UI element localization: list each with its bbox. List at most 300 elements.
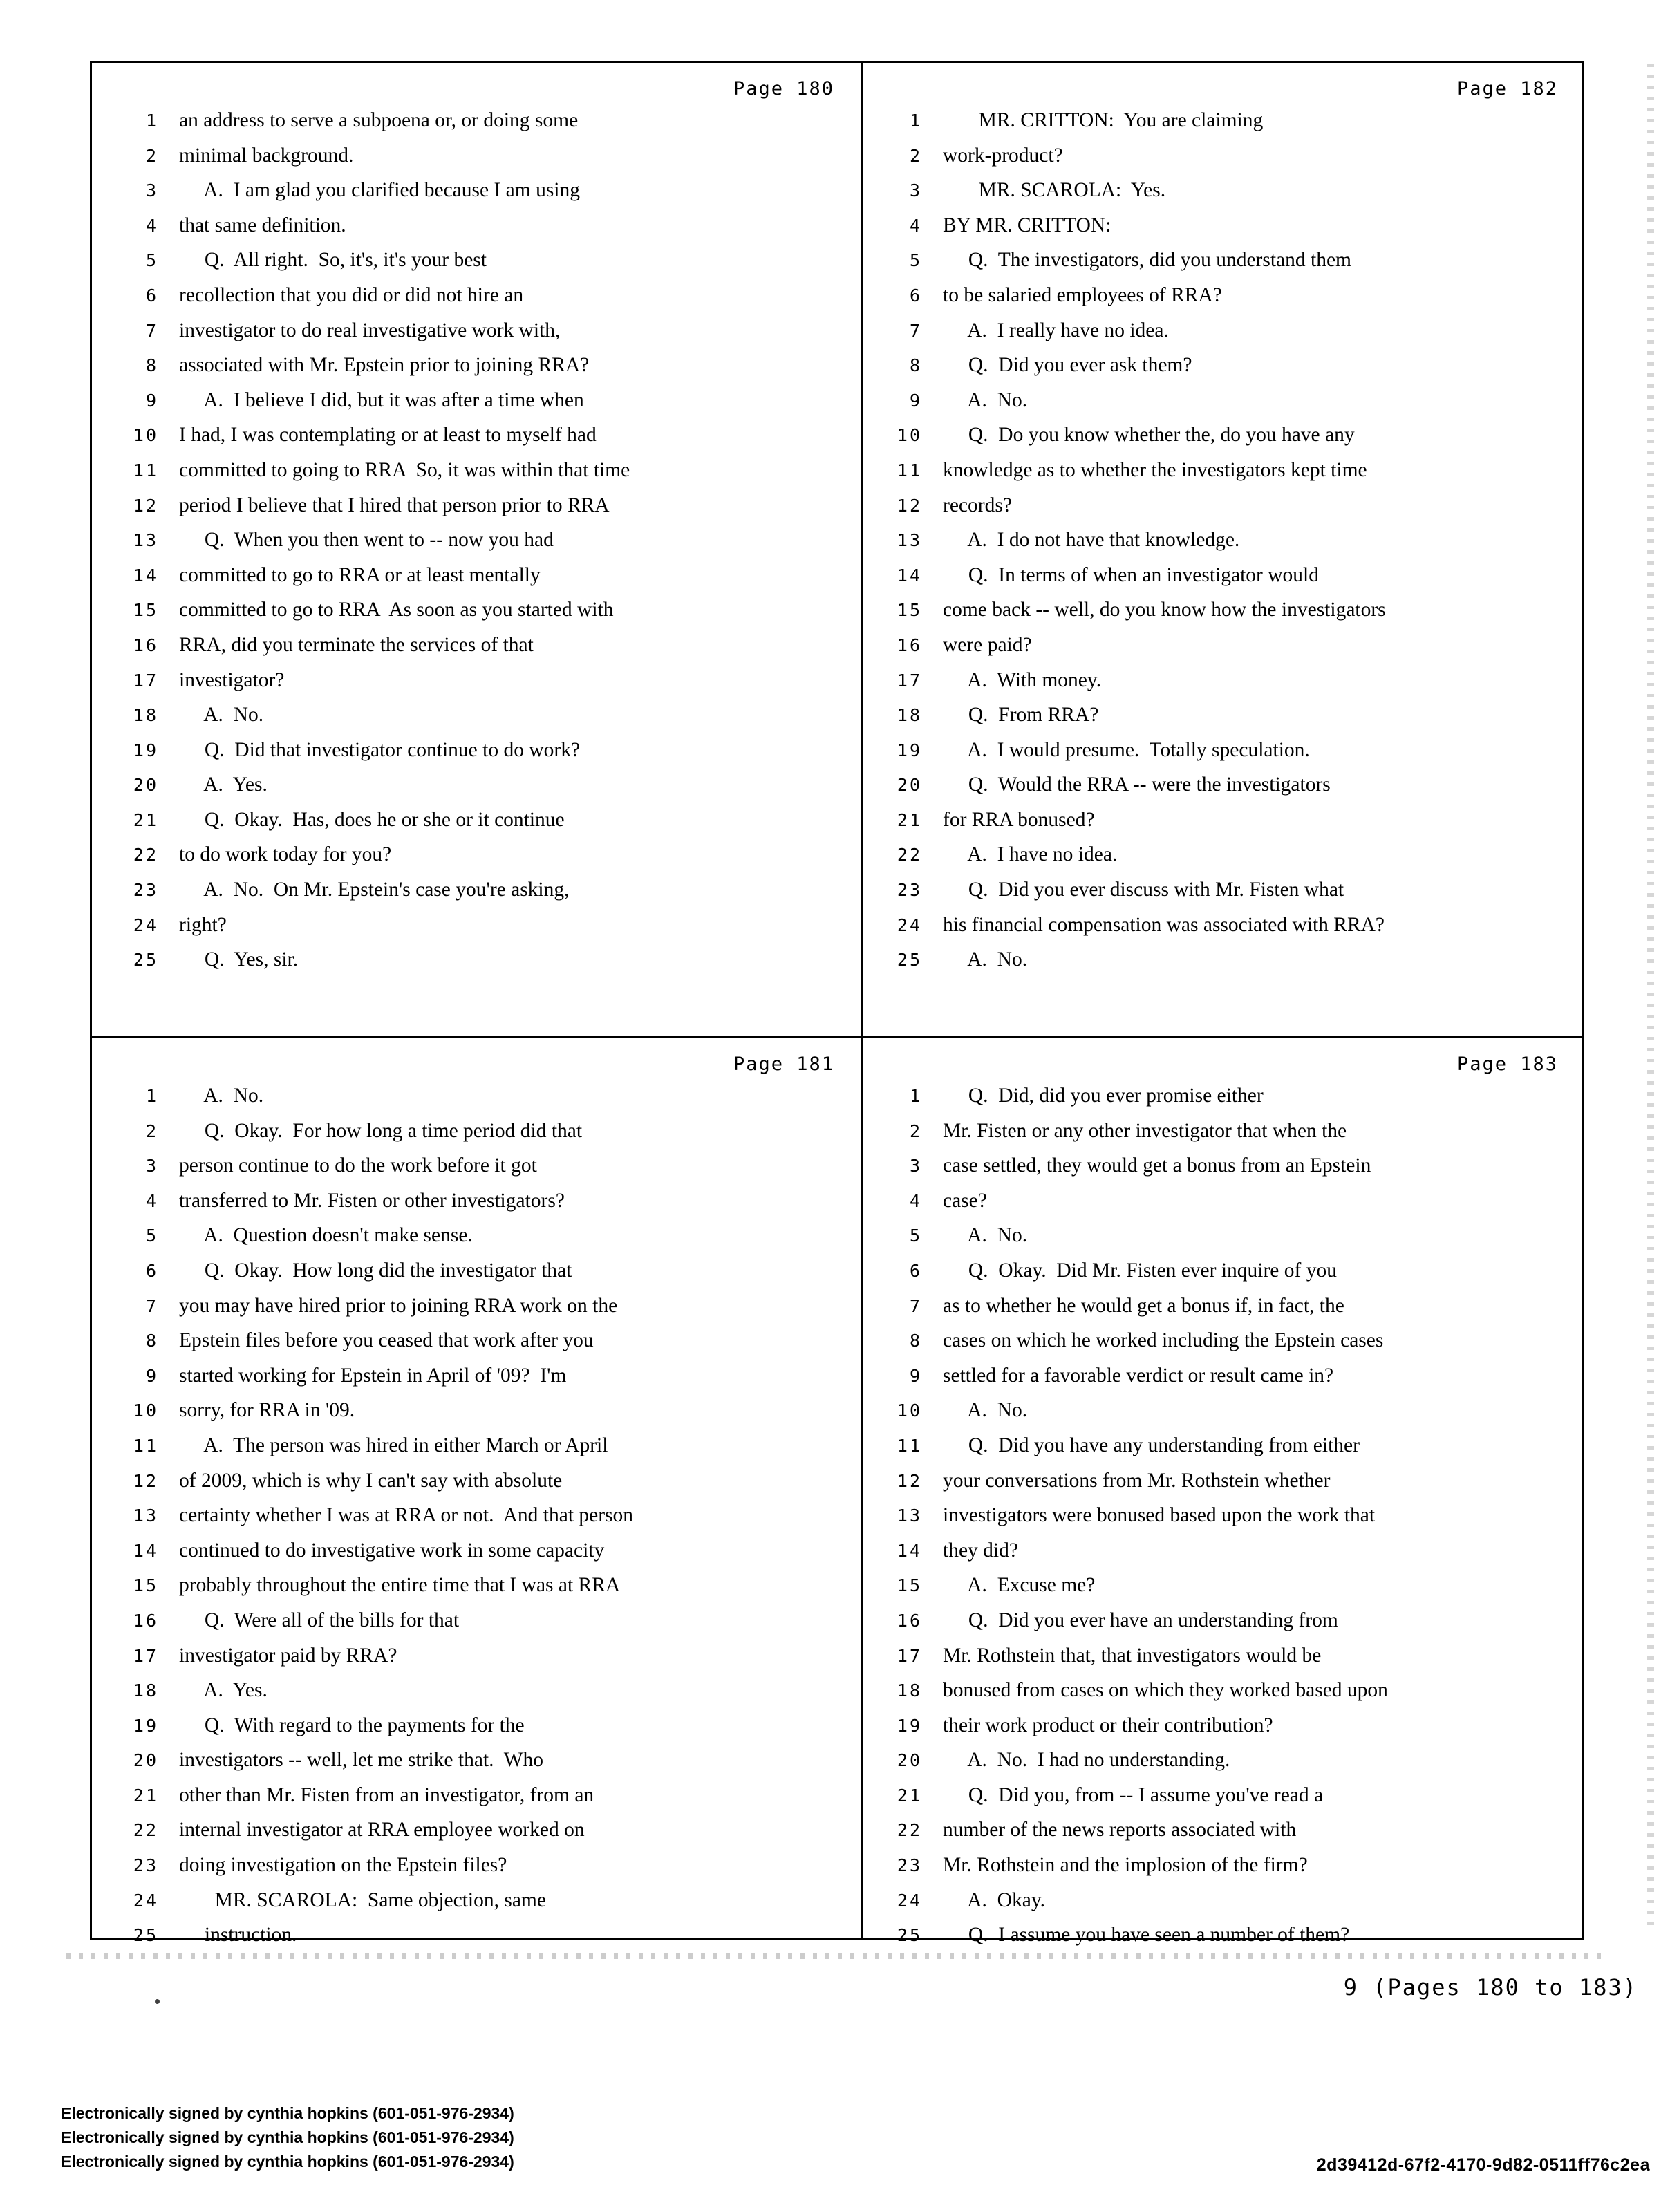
line-number: 23 xyxy=(897,1855,922,1876)
line-number: 22 xyxy=(133,1820,158,1841)
line-number: 16 xyxy=(133,1610,158,1631)
line-number: 25 xyxy=(133,950,158,971)
transcript-line xyxy=(92,389,861,424)
line-number: 24 xyxy=(897,1890,922,1911)
line-text: instruction. xyxy=(179,1924,297,1947)
transcript-line xyxy=(92,1329,861,1365)
line-text: records? xyxy=(943,494,1012,516)
line-number: 7 xyxy=(909,320,922,341)
transcript-line xyxy=(92,1259,861,1295)
line-text: as to whether he would get a bonus if, in fact, the xyxy=(943,1294,1344,1317)
line-number: 8 xyxy=(909,1331,922,1351)
line-text: investigator to do real investigative work with, xyxy=(179,319,561,341)
line-number: 5 xyxy=(909,250,922,271)
line-number: 19 xyxy=(133,1715,158,1736)
line-number: 16 xyxy=(133,635,158,655)
line-number: 17 xyxy=(897,1645,922,1666)
line-text: come back -- well, do you know how the investigators xyxy=(943,599,1386,621)
transcript-panel-page-180 xyxy=(92,63,861,1036)
transcript-line xyxy=(863,1574,1584,1609)
line-text: Q. Did you ever ask them? xyxy=(943,354,1192,377)
line-number: 8 xyxy=(909,355,922,376)
line-text: A. I would presume. Totally speculation. xyxy=(943,738,1310,761)
line-text: I had, I was contemplating or at least to myself had xyxy=(179,424,597,447)
line-text: number of the news reports associated with xyxy=(943,1819,1297,1841)
transcript-line xyxy=(92,109,861,144)
electronic-signature-block xyxy=(61,2101,514,2174)
line-text: their work product or their contribution? xyxy=(943,1714,1273,1736)
transcript-line xyxy=(863,564,1584,599)
line-text: Q. In terms of when an investigator would xyxy=(943,563,1320,586)
line-text: they did? xyxy=(943,1539,1018,1562)
line-text: committed to go to RRA or at least mentally xyxy=(179,563,541,586)
line-text: A. No. On Mr. Epstein's case you're asking, xyxy=(179,879,570,901)
line-number: 19 xyxy=(897,1715,922,1736)
transcript-line xyxy=(92,634,861,669)
line-number: 13 xyxy=(897,530,922,551)
line-number: 20 xyxy=(133,1750,158,1771)
line-number: 22 xyxy=(897,845,922,865)
line-number: 15 xyxy=(897,600,922,621)
line-text: Q. Did you have any understanding from either xyxy=(943,1434,1360,1456)
line-number: 6 xyxy=(145,1260,158,1281)
line-text: started working for Epstein in April of '09? I'm xyxy=(179,1364,567,1387)
transcript-line xyxy=(863,1679,1584,1714)
line-number: 6 xyxy=(909,285,922,306)
line-text: BY MR. CRITTON: xyxy=(943,214,1111,236)
transcript-line xyxy=(863,389,1584,424)
transcript-line xyxy=(863,669,1584,704)
transcript-line xyxy=(863,879,1584,914)
line-number: 14 xyxy=(897,565,922,585)
transcript-line xyxy=(863,704,1584,739)
line-number: 19 xyxy=(897,740,922,760)
transcript-line xyxy=(92,599,861,634)
line-number: 10 xyxy=(897,1400,922,1421)
transcript-line xyxy=(92,424,861,459)
transcript-line xyxy=(92,529,861,564)
transcript-line xyxy=(92,459,861,494)
line-text: MR. SCAROLA: Yes. xyxy=(943,179,1166,202)
line-number: 12 xyxy=(897,495,922,516)
line-text: A. I have no idea. xyxy=(943,843,1118,866)
line-text: A. No. xyxy=(943,388,1028,411)
line-number: 19 xyxy=(133,740,158,760)
transcript-line xyxy=(92,1574,861,1609)
transcript-line xyxy=(92,1434,861,1470)
transcript-line xyxy=(863,843,1584,879)
transcript-line xyxy=(92,914,861,949)
transcript-line xyxy=(863,179,1584,214)
line-number: 25 xyxy=(897,950,922,971)
transcript-line xyxy=(92,1784,861,1819)
line-text: A. No. xyxy=(179,1085,264,1107)
line-text: minimal background. xyxy=(179,144,354,167)
line-number: 18 xyxy=(897,705,922,726)
line-number: 17 xyxy=(897,670,922,691)
line-number: 14 xyxy=(897,1540,922,1561)
line-number: 5 xyxy=(145,250,158,271)
line-number: 20 xyxy=(897,1750,922,1771)
line-text: A. Okay. xyxy=(943,1888,1046,1911)
line-text: that same definition. xyxy=(179,214,346,236)
page-range-footer: 9 (Pages 180 to 183) xyxy=(1343,1974,1638,2000)
page-label-180: Page 180 xyxy=(733,78,834,100)
line-number: 1 xyxy=(145,111,158,131)
line-text: Q. With regard to the payments for the xyxy=(179,1714,525,1736)
line-number: 14 xyxy=(133,1540,158,1561)
line-list-180 xyxy=(92,109,861,984)
line-text: committed to go to RRA As soon as you started with xyxy=(179,599,614,621)
line-number: 11 xyxy=(897,1435,922,1456)
transcript-line xyxy=(863,1504,1584,1539)
transcript-line xyxy=(863,1295,1584,1330)
line-text: committed to going to RRA So, it was within that time xyxy=(179,458,630,481)
line-number: 15 xyxy=(133,1575,158,1596)
line-text: work-product? xyxy=(943,144,1063,167)
line-number: 9 xyxy=(909,1365,922,1386)
line-text: A. No. xyxy=(943,948,1028,971)
line-number: 17 xyxy=(133,670,158,691)
line-text: Q. The investigators, did you understand them xyxy=(943,249,1352,272)
line-text: Q. Would the RRA -- were the investigators xyxy=(943,774,1331,796)
line-text: A. No. xyxy=(179,704,264,727)
transcript-frame xyxy=(90,61,1584,1947)
transcript-line xyxy=(92,1085,861,1120)
scan-speck xyxy=(155,1999,160,2004)
transcript-line xyxy=(92,564,861,599)
signature-line: Electronically signed by cynthia hopkins (601-051-976-2934) xyxy=(61,2128,514,2146)
line-text: A. No. xyxy=(943,1399,1028,1422)
transcript-line xyxy=(92,1644,861,1680)
transcript-line xyxy=(92,948,861,984)
line-number: 24 xyxy=(897,915,922,935)
line-text: right? xyxy=(179,913,227,936)
line-text: Q. Were all of the bills for that xyxy=(179,1609,460,1631)
transcript-line xyxy=(92,1609,861,1644)
line-text: Q. Okay. Has, does he or she or it continue xyxy=(179,808,565,831)
line-text: A. With money. xyxy=(943,668,1102,691)
line-number: 7 xyxy=(909,1295,922,1316)
line-number: 22 xyxy=(897,1820,922,1841)
line-text: you may have hired prior to joining RRA work on the xyxy=(179,1294,618,1317)
transcript-line xyxy=(92,1539,861,1575)
line-number: 21 xyxy=(133,1785,158,1806)
transcript-line xyxy=(863,634,1584,669)
transcript-line xyxy=(92,1819,861,1854)
line-text: Mr. Rothstein that, that investigators would be xyxy=(943,1644,1322,1667)
line-text: your conversations from Mr. Rothstein whether xyxy=(943,1469,1331,1492)
line-number: 22 xyxy=(133,845,158,865)
line-text: investigators -- well, let me strike that. Who xyxy=(179,1749,544,1772)
line-number: 4 xyxy=(909,215,922,236)
transcript-line xyxy=(92,1295,861,1330)
transcript-line xyxy=(863,599,1584,634)
line-number: 18 xyxy=(133,1680,158,1701)
line-text: Q. I assume you have seen a number of them? xyxy=(943,1924,1350,1947)
transcript-line xyxy=(863,144,1584,180)
line-text: A. Yes. xyxy=(179,774,268,796)
line-number: 8 xyxy=(145,355,158,376)
line-number: 12 xyxy=(133,1470,158,1491)
line-text: A. I am glad you clarified because I am using xyxy=(179,179,580,202)
line-number: 11 xyxy=(897,460,922,480)
line-number: 20 xyxy=(133,775,158,796)
line-number: 17 xyxy=(133,1645,158,1666)
line-number: 13 xyxy=(133,530,158,551)
transcript-line xyxy=(92,739,861,774)
line-text: case? xyxy=(943,1189,987,1212)
line-text: Q. Do you know whether the, do you have any xyxy=(943,424,1355,447)
transcript-line xyxy=(863,494,1584,529)
line-text: to do work today for you? xyxy=(179,843,392,866)
line-text: investigator? xyxy=(179,668,285,691)
line-number: 14 xyxy=(133,565,158,585)
line-text: A. Yes. xyxy=(179,1679,268,1702)
line-text: transferred to Mr. Fisten or other investigators? xyxy=(179,1189,565,1212)
line-number: 6 xyxy=(909,1260,922,1281)
line-number: 2 xyxy=(145,1121,158,1141)
transcript-line xyxy=(863,1224,1584,1259)
line-text: RRA, did you terminate the services of that xyxy=(179,633,534,656)
line-text: Q. Okay. For how long a time period did that xyxy=(179,1119,583,1142)
transcript-line xyxy=(863,1854,1584,1889)
transcript-line xyxy=(92,1399,861,1434)
transcript-line xyxy=(863,1539,1584,1575)
transcript-line xyxy=(92,1889,861,1924)
transcript-line xyxy=(863,284,1584,319)
transcript-line xyxy=(863,1784,1584,1819)
transcript-line xyxy=(92,1749,861,1784)
line-number: 20 xyxy=(897,775,922,796)
line-number: 23 xyxy=(133,880,158,901)
transcript-panel-page-181 xyxy=(92,1038,861,1947)
transcript-line xyxy=(92,1679,861,1714)
line-number: 18 xyxy=(133,705,158,726)
line-text: settled for a favorable verdict or result came in? xyxy=(943,1364,1334,1387)
line-text: Epstein files before you ceased that work after you xyxy=(179,1329,594,1352)
line-number: 4 xyxy=(145,1190,158,1211)
line-number: 10 xyxy=(133,425,158,446)
line-number: 24 xyxy=(133,1890,158,1911)
transcript-panel-page-182 xyxy=(863,63,1584,1036)
line-number: 13 xyxy=(897,1506,922,1526)
line-number: 8 xyxy=(145,1331,158,1351)
transcript-line xyxy=(92,144,861,180)
transcript-line xyxy=(92,1854,861,1889)
transcript-line xyxy=(92,214,861,250)
line-number: 3 xyxy=(145,180,158,201)
line-text: other than Mr. Fisten from an investigator, from an xyxy=(179,1783,594,1806)
line-text: Q. Did that investigator continue to do work? xyxy=(179,738,581,761)
line-number: 16 xyxy=(897,1610,922,1631)
transcript-line xyxy=(92,1470,861,1505)
transcript-line xyxy=(92,669,861,704)
line-number: 13 xyxy=(133,1506,158,1526)
line-text: Q. Did, did you ever promise either xyxy=(943,1085,1264,1107)
transcript-line xyxy=(863,214,1584,250)
line-number: 15 xyxy=(133,600,158,621)
line-text: knowledge as to whether the investigators kept time xyxy=(943,458,1367,481)
line-text: recollection that you did or did not hire an xyxy=(179,283,524,306)
line-text: associated with Mr. Epstein prior to joining RRA? xyxy=(179,354,590,377)
line-text: A. The person was hired in either March or April xyxy=(179,1434,608,1456)
line-number: 21 xyxy=(133,809,158,830)
line-text: A. I really have no idea. xyxy=(943,319,1169,341)
line-text: certainty whether I was at RRA or not. And that person xyxy=(179,1504,634,1527)
transcript-line xyxy=(863,249,1584,284)
line-text: A. Excuse me? xyxy=(943,1574,1096,1597)
transcript-line xyxy=(92,284,861,319)
line-text: A. No. I had no understanding. xyxy=(943,1749,1230,1772)
line-text: case settled, they would get a bonus from an Epstein xyxy=(943,1154,1371,1177)
line-number: 12 xyxy=(133,495,158,516)
line-text: cases on which he worked including the Epstein cases xyxy=(943,1329,1384,1352)
transcript-line xyxy=(863,1470,1584,1505)
line-text: period I believe that I hired that person prior to RRA xyxy=(179,494,610,516)
line-number: 9 xyxy=(145,1365,158,1386)
transcript-line xyxy=(92,843,861,879)
line-text: for RRA bonused? xyxy=(943,808,1095,831)
line-number: 9 xyxy=(909,390,922,411)
transcript-line xyxy=(92,319,861,355)
line-text: A. No. xyxy=(943,1224,1028,1247)
line-text: investigator paid by RRA? xyxy=(179,1644,397,1667)
line-number: 21 xyxy=(897,1785,922,1806)
line-number: 18 xyxy=(897,1680,922,1701)
line-text: Q. Did you, from -- I assume you've read a xyxy=(943,1783,1324,1806)
transcript-line xyxy=(863,1644,1584,1680)
line-number: 1 xyxy=(909,111,922,131)
transcript-line xyxy=(92,179,861,214)
line-number: 10 xyxy=(133,1400,158,1421)
scan-artifact-bottom-edge xyxy=(66,1953,1608,1959)
line-text: A. I believe I did, but it was after a time when xyxy=(179,388,584,411)
line-number: 12 xyxy=(897,1470,922,1491)
line-number: 3 xyxy=(145,1156,158,1177)
transcript-line xyxy=(863,774,1584,809)
line-text: doing investigation on the Epstein files? xyxy=(179,1854,507,1877)
line-text: probably throughout the entire time that I was at RRA xyxy=(179,1574,621,1597)
line-text: Q. Okay. Did Mr. Fisten ever inquire of you xyxy=(943,1259,1337,1282)
line-number: 3 xyxy=(909,1156,922,1177)
transcript-line xyxy=(863,914,1584,949)
line-text: Q. All right. So, it's, it's your best xyxy=(179,249,487,272)
line-number: 25 xyxy=(897,1925,922,1946)
transcript-line xyxy=(863,1085,1584,1120)
transcript-line xyxy=(863,1819,1584,1854)
line-number: 6 xyxy=(145,285,158,306)
line-text: continued to do investigative work in some capacity xyxy=(179,1539,605,1562)
transcript-line xyxy=(863,1434,1584,1470)
line-number: 10 xyxy=(897,425,922,446)
transcript-line xyxy=(863,1609,1584,1644)
page-label-182: Page 182 xyxy=(1456,78,1558,100)
transcript-line xyxy=(92,809,861,844)
signature-line: Electronically signed by cynthia hopkins (601-051-976-2934) xyxy=(61,2153,514,2171)
line-number: 23 xyxy=(897,880,922,901)
line-text: A. Question doesn't make sense. xyxy=(179,1224,473,1247)
signature-line: Electronically signed by cynthia hopkins (601-051-976-2934) xyxy=(61,2104,514,2122)
line-list-182 xyxy=(863,109,1584,984)
transcript-line xyxy=(863,1190,1584,1225)
line-number: 4 xyxy=(145,215,158,236)
line-number: 11 xyxy=(133,460,158,480)
line-text: person continue to do the work before it got xyxy=(179,1154,537,1177)
transcript-line xyxy=(863,459,1584,494)
line-number: 9 xyxy=(145,390,158,411)
line-text: investigators were bonused based upon the work that xyxy=(943,1504,1376,1527)
transcript-line xyxy=(92,249,861,284)
line-text: to be salaried employees of RRA? xyxy=(943,283,1222,306)
transcript-line xyxy=(863,1399,1584,1434)
line-number: 24 xyxy=(133,915,158,935)
transcript-line xyxy=(863,1120,1584,1155)
transcript-line xyxy=(863,1259,1584,1295)
transcript-line xyxy=(863,424,1584,459)
line-text: Mr. Fisten or any other investigator that when the xyxy=(943,1119,1347,1142)
line-text: sorry, for RRA in '09. xyxy=(179,1399,355,1422)
transcript-line xyxy=(863,1714,1584,1750)
line-text: A. I do not have that knowledge. xyxy=(943,529,1240,552)
transcript-line xyxy=(863,1889,1584,1924)
line-number: 11 xyxy=(133,1435,158,1456)
line-number: 16 xyxy=(897,635,922,655)
line-number: 5 xyxy=(909,1226,922,1246)
line-number: 15 xyxy=(897,1575,922,1596)
transcript-line xyxy=(863,1749,1584,1784)
line-number: 25 xyxy=(133,1925,158,1946)
line-text: Q. Okay. How long did the investigator that xyxy=(179,1259,572,1282)
transcript-line xyxy=(863,354,1584,389)
line-text: Q. Yes, sir. xyxy=(179,948,299,971)
line-number: 2 xyxy=(145,145,158,166)
line-text: his financial compensation was associated with RRA? xyxy=(943,913,1385,936)
line-number: 5 xyxy=(145,1226,158,1246)
line-text: an address to serve a subpoena or, or doing some xyxy=(179,109,579,131)
transcript-line xyxy=(92,494,861,529)
line-text: Q. Did you ever have an understanding from xyxy=(943,1609,1338,1631)
transcript-line xyxy=(863,739,1584,774)
transcript-line xyxy=(863,109,1584,144)
transcript-line xyxy=(92,1714,861,1750)
document-id: 2d39412d-67f2-4170-9d82-0511ff76c2ea xyxy=(1316,2155,1650,2175)
line-number: 4 xyxy=(909,1190,922,1211)
line-text: MR. CRITTON: You are claiming xyxy=(943,109,1264,131)
transcript-line xyxy=(92,704,861,739)
transcript-line xyxy=(92,1504,861,1539)
line-number: 7 xyxy=(145,320,158,341)
line-number: 2 xyxy=(909,1121,922,1141)
line-list-183 xyxy=(863,1085,1584,1959)
transcript-line xyxy=(92,774,861,809)
line-text: of 2009, which is why I can't say with absolute xyxy=(179,1469,563,1492)
transcript-line xyxy=(92,1190,861,1225)
transcript-line xyxy=(863,809,1584,844)
transcript-line xyxy=(92,354,861,389)
line-text: MR. SCAROLA: Same objection, same xyxy=(179,1888,546,1911)
line-text: Q. From RRA? xyxy=(943,704,1099,727)
transcript-panel-page-183 xyxy=(863,1038,1584,1947)
transcript-line xyxy=(863,319,1584,355)
page-label-183: Page 183 xyxy=(1456,1053,1558,1075)
line-text: bonused from cases on which they worked based upon xyxy=(943,1679,1388,1702)
line-number: 3 xyxy=(909,180,922,201)
page-label-181: Page 181 xyxy=(733,1053,834,1075)
line-number: 1 xyxy=(909,1086,922,1106)
transcript-line xyxy=(92,1365,861,1400)
line-text: were paid? xyxy=(943,633,1032,656)
